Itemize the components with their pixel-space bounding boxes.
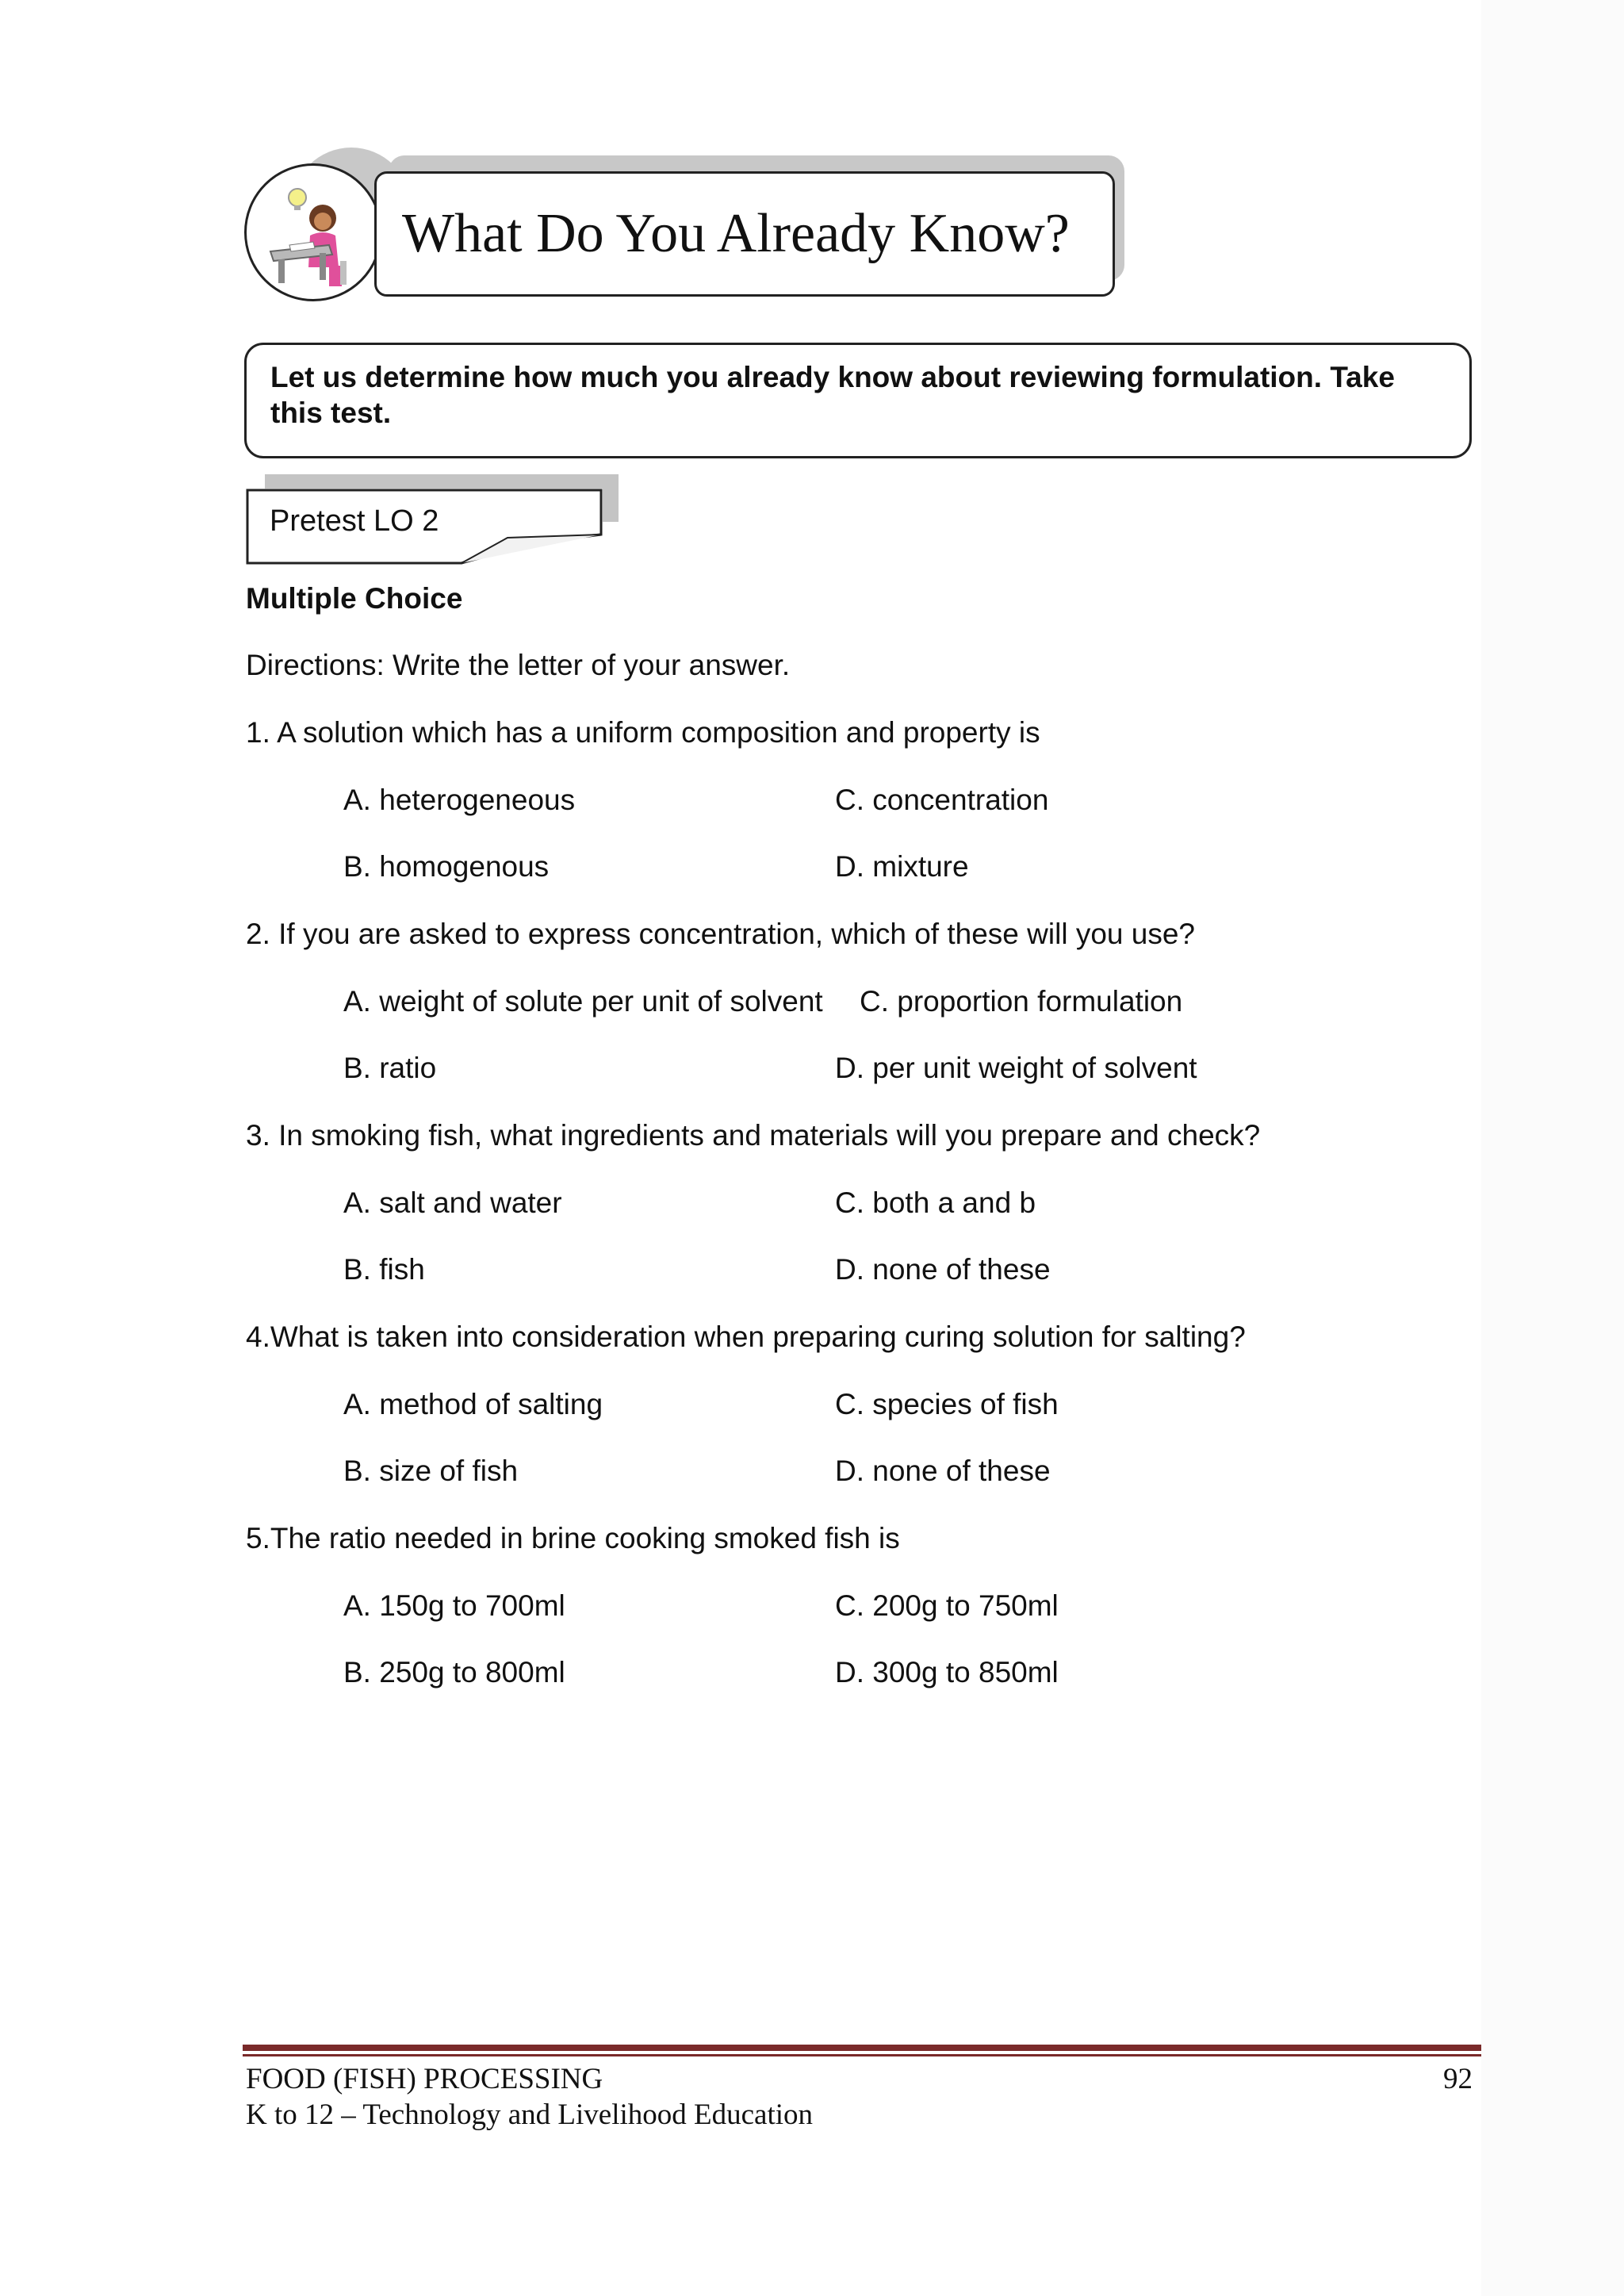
directions: Directions: Write the letter of your answer. [246, 649, 791, 681]
page-edge [1481, 0, 1624, 2296]
q5-option-b: B. 250g to 800ml [343, 1656, 565, 1688]
intro-box [244, 343, 1472, 458]
footer-rule-thick [243, 2045, 1481, 2051]
section-header [244, 148, 1124, 306]
q4-option-a: A. method of salting [343, 1388, 603, 1420]
q5-option-c: C. 200g to 750ml [835, 1589, 1059, 1622]
q2-option-a: A. weight of solute per unit of solvent [343, 985, 823, 1018]
question-3: 3. In smoking fish, what ingredients and materials will you prepare and check? [246, 1119, 1261, 1152]
footer-program: K to 12 – Technology and Livelihood Education [246, 2099, 814, 2131]
page-number: 92 [1443, 2063, 1473, 2095]
q2-option-b: B. ratio [343, 1052, 437, 1084]
student-at-desk-with-lightbulb-icon [244, 163, 382, 301]
q4-option-d: D. none of these [835, 1455, 1051, 1487]
q3-option-b: B. fish [343, 1253, 425, 1286]
q4-option-c: C. species of fish [835, 1388, 1059, 1420]
q1-option-a: A. heterogeneous [343, 784, 576, 816]
pretest-tab [246, 489, 603, 565]
question-1: 1. A solution which has a uniform composition and property is [246, 716, 1040, 749]
q3-option-d: D. none of these [835, 1253, 1051, 1286]
intro-text: Let us determine how much you already know about reviewing formulation. Take this test. [270, 361, 1395, 429]
question-4: 4.What is taken into consideration when preparing curing solution for salting? [246, 1320, 1246, 1353]
question-2: 2. If you are asked to express concentration, which of these will you use? [246, 918, 1195, 950]
q5-option-d: D. 300g to 850ml [835, 1656, 1059, 1688]
q3-option-c: C. both a and b [835, 1186, 1036, 1219]
pretest-label: Pretest LO 2 [270, 504, 439, 538]
q1-option-d: D. mixture [835, 850, 969, 883]
q2-option-d: D. per unit weight of solvent [835, 1052, 1197, 1084]
q1-option-c: C. concentration [835, 784, 1049, 816]
question-5: 5.The ratio needed in brine cooking smoked fish is [246, 1522, 900, 1554]
page-title: What Do You Already Know? [402, 203, 1070, 264]
footer-course: FOOD (FISH) PROCESSING [246, 2063, 603, 2095]
q5-option-a: A. 150g to 700ml [343, 1589, 565, 1622]
q2-option-c: C. proportion formulation [860, 985, 1183, 1018]
footer-rule-thin [243, 2054, 1481, 2056]
q1-option-b: B. homogenous [343, 850, 550, 883]
section-title: Multiple Choice [246, 582, 463, 615]
title-box [374, 171, 1115, 297]
q3-option-a: A. salt and water [343, 1186, 562, 1219]
q4-option-b: B. size of fish [343, 1455, 519, 1487]
